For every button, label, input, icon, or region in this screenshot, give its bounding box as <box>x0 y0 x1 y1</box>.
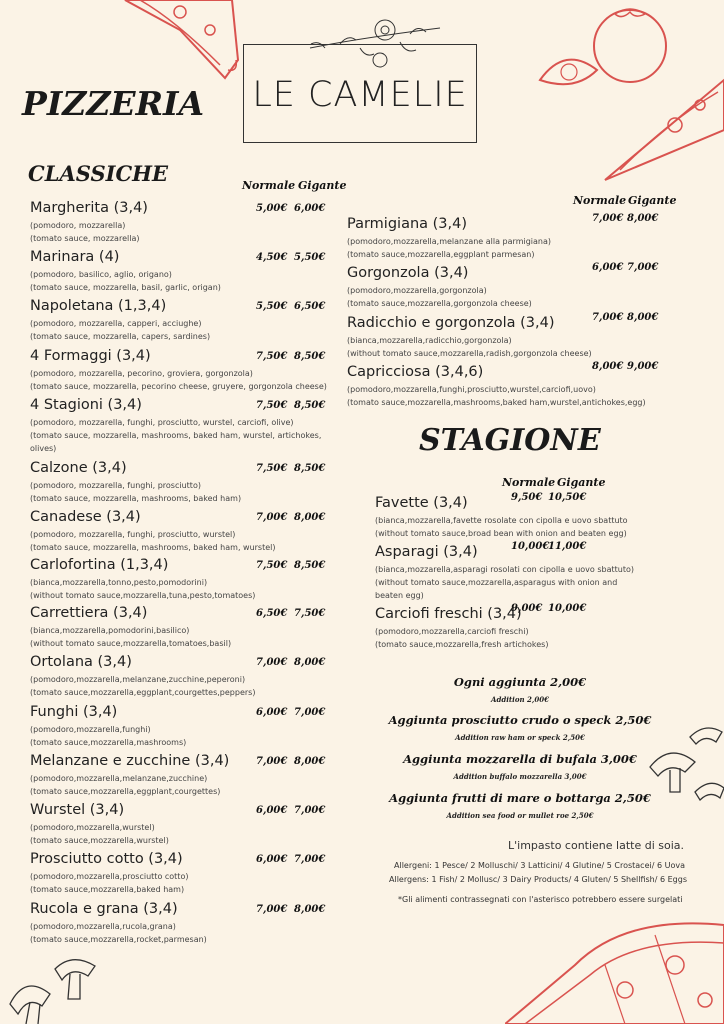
menu-item-desc-it: (pomodoro,mozzarella,prosciutto cotto) <box>30 872 189 881</box>
menu-item-desc-en: (tomato sauce,mozzarella,eggplant,courgettes,peppers) <box>30 688 256 697</box>
menu-item-desc-it: (pomodoro, mozzarella, funghi, prosciutto) <box>30 481 201 490</box>
allergeni-note: Allergeni: 1 Pesce/ 2 Molluschi/ 3 Latticini/ 4 Glutine/ 5 Crostacei/ 6 Uova <box>394 861 685 870</box>
menu-item-desc-en: (without tomato sauce,mozzarella,radish,gorgonzola cheese) <box>347 349 592 358</box>
menu-item-name: Canadese (3,4) <box>30 509 141 525</box>
right-col-gigante: Gigante <box>628 194 677 207</box>
addition-price-en: Addition buffalo mozzarella 3,00€ <box>453 772 587 781</box>
price-gigante: 8,00€ <box>294 512 326 523</box>
menu-item-name: Melanzane e zucchine (3,4) <box>30 753 230 769</box>
menu-item-desc-en: (tomato sauce,mozzarella,mashrooms) <box>30 738 187 747</box>
menu-item-desc-en: (tomato sauce,mozzarella,eggplant parmesan) <box>347 250 535 259</box>
price-gigante: 8,50€ <box>294 560 326 571</box>
price-gigante: 6,50€ <box>294 301 326 312</box>
menu-item-desc-en: (tomato sauce,mozzarella,eggplant,courgettes) <box>30 787 221 796</box>
price-normale: 4,50€ <box>256 252 288 263</box>
menu-item-name: Radicchio e gorgonzola (3,4) <box>347 315 555 331</box>
frozen-note: *Gli alimenti contrassegnati con l'asterisco potrebbero essere surgelati <box>398 895 683 904</box>
pizza-slice-illustration-top-left <box>120 0 240 82</box>
addition-price: Ogni aggiunta 2,00€ <box>453 675 587 689</box>
menu-item-desc-it: (bianca,mozzarella,favette rosolate con cipolla e uovo sbattuto <box>375 516 628 525</box>
menu-item-name: 4 Formaggi (3,4) <box>30 348 151 364</box>
price-normale: 7,50€ <box>256 351 288 362</box>
price-gigante: 6,00€ <box>294 203 326 214</box>
menu-item-name: Wurstel (3,4) <box>30 802 125 818</box>
menu-item-desc-it: (pomodoro,mozzarella,melanzane,zucchine) <box>30 774 208 783</box>
brand-name: LE CAMELIE <box>252 75 468 115</box>
menu-item-name: Rucola e grana (3,4) <box>30 901 178 917</box>
stagione-col-gigante: Gigante <box>557 476 606 489</box>
classiche-col-gigante: Gigante <box>298 179 347 192</box>
price-normale: 6,00€ <box>256 854 288 865</box>
menu-item-desc-en: (tomato sauce,mozzarella,baked ham) <box>30 885 185 894</box>
pizzeria-title: PIZZERIA <box>22 84 205 123</box>
price-normale: 5,00€ <box>256 203 288 214</box>
price-gigante: 7,00€ <box>294 707 326 718</box>
price-gigante: 7,50€ <box>294 608 326 619</box>
menu-item-desc-it: (pomodoro, mozzarella, capperi, acciughe) <box>30 319 202 328</box>
menu-item-name: Capricciosa (3,4,6) <box>347 364 484 380</box>
price-gigante: 7,00€ <box>294 805 326 816</box>
allergens-note: Allergens: 1 Fish/ 2 Mollusc/ 3 Dairy Products/ 4 Gluten/ 5 Shellfish/ 6 Eggs <box>389 875 687 884</box>
price-normale: 7,00€ <box>592 312 624 323</box>
mushroom-illustration-bottom-left <box>0 944 110 1024</box>
menu-item-desc-en: (without tomato sauce,broad bean with onion and beaten egg) <box>375 529 627 538</box>
price-normale: 9,00€ <box>511 603 543 614</box>
addition-price: Aggiunta mozzarella di bufala 3,00€ <box>403 752 637 766</box>
menu-item-desc-it: (pomodoro,mozzarella,melanzane alla parmigiana) <box>347 237 551 246</box>
price-normale: 6,00€ <box>256 707 288 718</box>
menu-item-name: Funghi (3,4) <box>30 704 118 720</box>
menu-item-desc-it: (pomodoro,mozzarella,funghi) <box>30 725 151 734</box>
price-gigante: 7,00€ <box>627 262 659 273</box>
menu-item-desc-en: (without tomato sauce,mozzarella,tomatoes,basil) <box>30 639 232 648</box>
price-normale: 7,00€ <box>256 756 288 767</box>
menu-item-desc-en: (tomato sauce,mozzarella,fresh artichokes) <box>375 640 549 649</box>
menu-item-desc-it: (pomodoro,mozzarella,rucola,grana) <box>30 922 176 931</box>
price-gigante: 7,00€ <box>294 854 326 865</box>
price-normale: 7,00€ <box>256 657 288 668</box>
price-normale: 7,00€ <box>256 904 288 915</box>
addition-price: Aggiunta prosciutto crudo o speck 2,50€ <box>388 713 652 727</box>
menu-item-desc-en: (tomato sauce, mozzarella, mashrooms, baked ham, wurstel) <box>30 543 276 552</box>
menu-item-name: Carciofi freschi (3,4) <box>375 606 522 622</box>
price-gigante: 8,00€ <box>294 657 326 668</box>
price-gigante: 8,00€ <box>294 756 326 767</box>
stagione-col-normale: Normale <box>502 476 556 489</box>
menu-item-desc-it: (pomodoro, mozzarella, pecorino, groviera, gorgonzola) <box>30 369 253 378</box>
price-normale: 7,50€ <box>256 463 288 474</box>
addition-price-en: Addition raw ham or speck 2,50€ <box>455 733 585 742</box>
price-gigante: 8,50€ <box>294 400 326 411</box>
price-gigante: 5,50€ <box>294 252 326 263</box>
menu-item-desc-it: (bianca,mozzarella,asparagi rosolati con cipolla e uovo sbattuto) <box>375 565 634 574</box>
price-normale: 7,50€ <box>256 400 288 411</box>
addition-price-en: Addition sea food or mullet roe 2,50€ <box>446 811 594 820</box>
menu-item-name: Favette (3,4) <box>375 495 468 511</box>
menu-item-desc-it: (pomodoro,mozzarella,melanzane,zucchine,peperoni) <box>30 675 246 684</box>
menu-item-name: Marinara (4) <box>30 249 120 265</box>
price-gigante: 9,00€ <box>627 361 659 372</box>
menu-item-desc-en: (tomato sauce, mozzarella, pecorino cheese, gruyere, gorgonzola cheese) <box>30 382 327 391</box>
price-normale: 7,00€ <box>256 512 288 523</box>
right-col-normale: Normale <box>573 194 627 207</box>
price-normale: 6,00€ <box>592 262 624 273</box>
pizza-illustration-bottom-right <box>505 905 724 1024</box>
menu-item-desc-en-cont: beaten egg) <box>375 591 424 600</box>
menu-item-desc-it: (pomodoro, mozzarella, funghi, prosciutto, wurstel, carciofi, olive) <box>30 418 294 427</box>
price-gigante: 11,00€ <box>548 541 587 552</box>
menu-item-desc-it: (pomodoro, mozzarella) <box>30 221 126 230</box>
classiche-col-normale: Normale <box>242 179 296 192</box>
price-normale: 7,50€ <box>256 560 288 571</box>
menu-item-desc-it: (bianca,mozzarella,tonno,pesto,pomodorini) <box>30 578 208 587</box>
menu-item-desc-it: (pomodoro, mozzarella, funghi, prosciutto, wurstel) <box>30 530 236 539</box>
price-normale: 10,00€ <box>511 541 550 552</box>
menu-item-name: Carlofortina (1,3,4) <box>30 557 169 573</box>
menu-item-desc-en-cont: olives) <box>30 444 57 453</box>
menu-item-desc-it: (pomodoro,mozzarella,gorgonzola) <box>347 286 487 295</box>
brand-logo-box <box>243 44 477 143</box>
menu-item-name: Calzone (3,4) <box>30 460 127 476</box>
menu-item-name: Napoletana (1,3,4) <box>30 298 167 314</box>
menu-item-desc-it: (pomodoro,mozzarella,carciofi freschi) <box>375 627 529 636</box>
menu-item-desc-en: (tomato sauce,mozzarella,gorgonzola cheese) <box>347 299 532 308</box>
classiche-section-title: CLASSICHE <box>28 161 169 186</box>
price-normale: 6,50€ <box>256 608 288 619</box>
pizza-slice-illustration-top-right <box>600 70 724 182</box>
menu-item-desc-en: (without tomato sauce,mozzarella,asparagus with onion and <box>375 578 618 587</box>
menu-item-desc-en: (tomato sauce, mozzarella, capers, sardines) <box>30 332 211 341</box>
menu-item-desc-it: (pomodoro,mozzarella,funghi,prosciutto,wurstel,carciofi,uovo) <box>347 385 596 394</box>
menu-item-desc-en: (tomato sauce, mozzarella) <box>30 234 140 243</box>
price-gigante: 10,00€ <box>548 603 587 614</box>
menu-item-name: 4 Stagioni (3,4) <box>30 397 142 413</box>
menu-item-name: Prosciutto cotto (3,4) <box>30 851 183 867</box>
menu-item-name: Margherita (3,4) <box>30 200 148 216</box>
menu-item-desc-it: (bianca,mozzarella,pomodorini,basilico) <box>30 626 190 635</box>
price-normale: 7,00€ <box>592 213 624 224</box>
price-gigante: 8,00€ <box>627 312 659 323</box>
menu-item-desc-en: (tomato sauce,mozzarella,wurstel) <box>30 836 169 845</box>
menu-item-name: Ortolana (3,4) <box>30 654 132 670</box>
menu-item-desc-en: (tomato sauce, mozzarella, basil, garlic, origan) <box>30 283 221 292</box>
menu-item-name: Parmigiana (3,4) <box>347 216 468 232</box>
price-normale: 6,00€ <box>256 805 288 816</box>
price-gigante: 8,50€ <box>294 351 326 362</box>
menu-item-desc-it: (pomodoro,mozzarella,wurstel) <box>30 823 155 832</box>
price-normale: 8,00€ <box>592 361 624 372</box>
menu-item-desc-en: (tomato sauce, mozzarella, mashrooms, baked ham, wurstel, artichokes, <box>30 431 322 440</box>
menu-item-desc-en: (tomato sauce,mozzarella,mashrooms,baked ham,wurstel,antichokes,egg) <box>347 398 646 407</box>
menu-item-name: Gorgonzola (3,4) <box>347 265 469 281</box>
price-normale: 9,50€ <box>511 492 543 503</box>
price-gigante: 8,00€ <box>294 904 326 915</box>
menu-item-name: Asparagi (3,4) <box>375 544 478 560</box>
menu-item-desc-en: (without tomato sauce,mozzarella,tuna,pesto,tomatoes) <box>30 591 256 600</box>
stagione-section-title: STAGIONE <box>419 423 601 458</box>
price-gigante: 8,00€ <box>627 213 659 224</box>
menu-item-name: Carrettiera (3,4) <box>30 605 148 621</box>
menu-item-desc-it: (bianca,mozzarella,radicchio,gorgonzola) <box>347 336 512 345</box>
menu-item-desc-en: (tomato sauce, mozzarella, mashrooms, baked ham) <box>30 494 242 503</box>
addition-price: Aggiunta frutti di mare o bottarga 2,50€ <box>389 791 651 805</box>
menu-item-desc-en: (tomato sauce,mozzarella,rocket,parmesan) <box>30 935 207 944</box>
addition-price-en: Addition 2,00€ <box>491 695 549 704</box>
price-gigante: 10,50€ <box>548 492 587 503</box>
soy-note: L'impasto contiene latte di soia. <box>508 839 685 852</box>
price-normale: 5,50€ <box>256 301 288 312</box>
price-gigante: 8,50€ <box>294 463 326 474</box>
menu-item-desc-it: (pomodoro, basilico, aglio, origano) <box>30 270 172 279</box>
